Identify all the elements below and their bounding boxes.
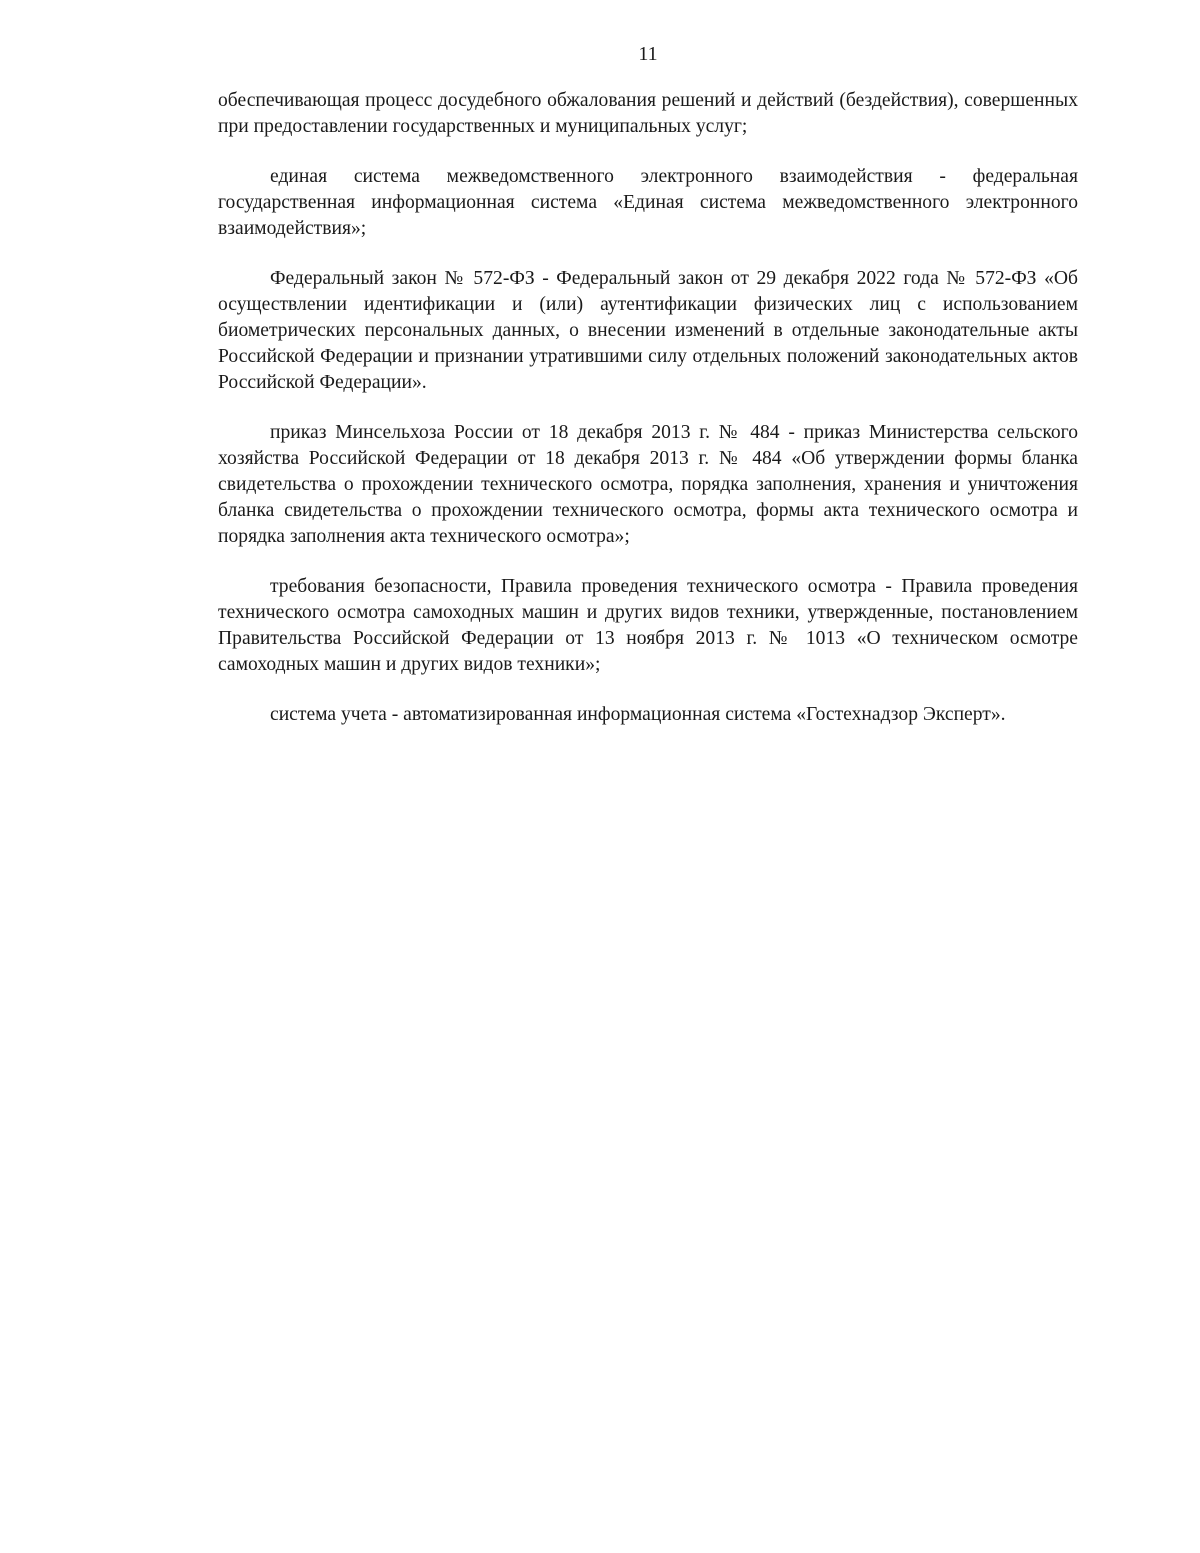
paragraph-smev-definition: единая система межведомственного электронного взаимодействия - федеральная государственная информационная система «Единая система межведомственного электронного взаимодействия»; xyxy=(218,166,1078,239)
document-body xyxy=(218,88,1078,752)
paragraph-order-484: приказ Минсельхоза России от 18 декабря 2013 г. № 484 - приказ Министерства сельского хозяйства Российской Федерации от 18 декабря 2013 г. № 484 «Об утверждении формы бланка свидетельства о прохождении технического осмотра, порядка заполнения, хранения и уничтожения бланка свидетельства о прохождении технического осмотра, формы акта технического осмотра и порядка заполнения акта технического осмотра»; xyxy=(218,422,1078,547)
page-number: 11 xyxy=(638,43,658,65)
paragraph-accounting-system: система учета - автоматизированная информационная система «Гостехнадзор Эксперт». xyxy=(270,704,1006,725)
paragraph-federal-law-572: Федеральный закон № 572-ФЗ - Федеральный закон от 29 декабря 2022 года № 572-ФЗ «Об осуществлении идентификации и (или) аутентификации физических лиц с использованием биометрических персональных данных, о внесении изменений в отдельные законодательные акты Российской Федерации и признании утратившими силу отдельных положений законодательных актов Российской Федерации». xyxy=(218,268,1078,393)
paragraph-continuation: обеспечивающая процесс досудебного обжалования решений и действий (бездействия), совершенных при предоставлении государственных и муниципальных услуг; xyxy=(218,90,1078,137)
paragraph-safety-requirements: требования безопасности, Правила проведения технического осмотра - Правила проведения технического осмотра самоходных машин и других видов техники, утвержденные, постановлением Правительства Российской Федерации от 13 ноября 2013 г. № 1013 «О техническом осмотре самоходных машин и других видов техники»; xyxy=(218,576,1078,675)
